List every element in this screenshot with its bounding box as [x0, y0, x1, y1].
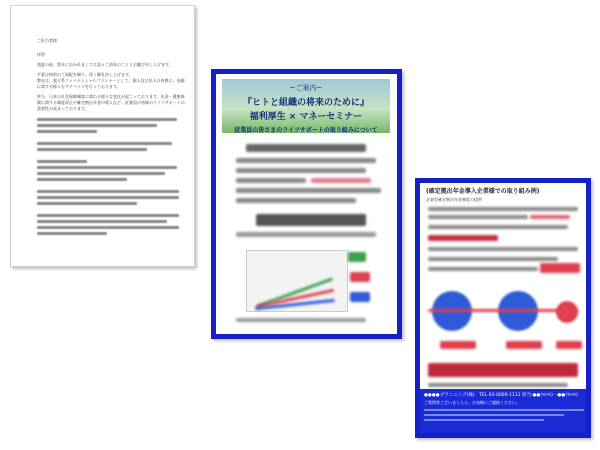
redacted-block [246, 144, 366, 152]
redacted-block [428, 257, 558, 261]
redacted-label [350, 272, 370, 282]
redacted-block [236, 168, 366, 173]
redacted-block [428, 309, 578, 312]
example-footer [420, 389, 586, 433]
example-subtitle: 企業型確定拠出年金制度の提供 [426, 197, 482, 202]
letter-redacted-body [37, 118, 180, 235]
redacted-block [428, 207, 578, 211]
footer-company: ●●●●プランニング(株) TEL 03-0000-1111 担当:●●(ﾏﾙﾏﾙ)・●●(ﾏﾙﾏﾙ) [424, 393, 578, 398]
letter-opening: 拝啓 [37, 52, 45, 57]
letter-paragraph-1: 弊社は、独立系ファイナンシャルプランナーとして、個人及び法人の皆様に、金融に関する様々なアドバイスを行っております。 [37, 78, 185, 89]
letter-greeting: 盛夏の候、貴社におかれましては益々ご清栄のこととお慶び申し上げます。 [37, 62, 173, 67]
redacted-block [256, 214, 366, 226]
redacted-block [428, 225, 568, 229]
redacted-block [236, 318, 366, 322]
redacted-block [428, 235, 498, 241]
redacted-block [236, 178, 306, 183]
redacted-block [236, 198, 356, 203]
redacted-block [428, 363, 578, 377]
redacted-chart [246, 250, 348, 312]
redacted-block [311, 178, 371, 183]
letter-thanks: 平素は格別のご高配を賜り、厚く御礼申し上げます。 [37, 72, 133, 77]
flyer-kicker: ~ご案内~ [289, 84, 323, 92]
redacted-block [428, 267, 538, 271]
redacted-block [428, 383, 568, 387]
redacted-block [506, 341, 542, 349]
flyer-banner [222, 79, 390, 133]
example-flyer-page [415, 178, 591, 438]
redacted-label [350, 292, 370, 302]
redacted-block [236, 158, 376, 163]
redacted-block [540, 263, 580, 273]
letter-page [10, 5, 195, 267]
flyer-title: 『ヒトと組織の将来のために』 [242, 98, 369, 108]
example-title: (確定拠出年金導入企業様での取り組み例) [426, 188, 540, 195]
letter-salutation: ご担当者様 [37, 38, 57, 43]
redacted-block [428, 247, 578, 251]
redacted-label [348, 252, 366, 262]
seminar-flyer-page [211, 69, 402, 339]
redacted-block [428, 215, 528, 219]
redacted-block [556, 341, 582, 349]
flyer-tagline: 従業員の皆さまのライフサポートの取り組みについて [234, 127, 378, 134]
footer-note: ご質問等ございましたら、お気軽にご連絡ください。 [424, 400, 520, 405]
redacted-block [530, 215, 570, 219]
redacted-block [236, 232, 376, 237]
redacted-block [236, 188, 381, 193]
redacted-circle [556, 301, 578, 323]
letter-paragraph-2: 昨今、日本の社会保障制度に関わる様々な変化が起こっております。年金・健康保険に関する制度改正や確定拠出年金の導入など、従業員の皆様のライフサポートの重要性が高まっております。 [37, 94, 185, 111]
flyer-subtitle: 福利厚生 × マネーセミナー [249, 112, 363, 122]
redacted-block [440, 341, 476, 349]
